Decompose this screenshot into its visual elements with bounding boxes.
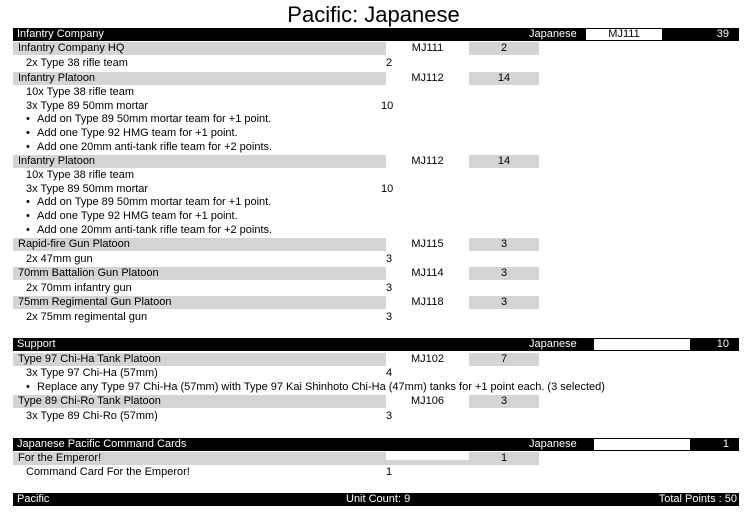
section-name: Support [17,338,56,350]
section-code: MJ111 [586,29,662,40]
unit-item: 3x Type 89 Chi-Ro (57mm) [26,410,158,422]
footer-label: Pacific [17,493,50,505]
section-name: Japanese Pacific Command Cards [17,438,187,450]
section-points: 39 [716,28,729,40]
unit-item: 10x Type 38 rifle team [26,86,135,98]
section-nation: Japanese [529,338,577,350]
option-line: • Add one Type 92 HMG team for +1 point. [37,127,238,140]
unit-row-infantry-platoon-1 [13,72,539,85]
unit-item: 3x Type 89 50mm mortar [26,100,149,112]
unit-name: Rapid-fire Gun Platoon [18,238,130,250]
unit-name: 70mm Battalion Gun Platoon [18,267,159,279]
option-line: • Add on Type 89 50mm mortar team for +1 point. [37,113,271,126]
unit-code: MJ106 [386,395,469,408]
unit-points: 3 [500,267,508,279]
unit-name: Type 89 Chi-Ro Tank Platoon [18,395,161,407]
unit-item: 3x Type 97 Chi-Ha (57mm) [26,367,158,379]
unit-name: For the Emperor! [18,452,102,464]
unit-row-for-the-emperor [13,452,539,465]
unit-row-regimental-gun [13,296,539,309]
option-line: • Add one 20mm anti-tank rifle team for +2 points. [37,224,272,237]
unit-item: Command Card For the Emperor! [26,466,190,478]
unit-code: MJ112 [386,155,469,168]
unit-points: 14 [497,155,511,167]
unit-code: MJ115 [386,238,469,251]
unit-points: 2 [500,42,508,54]
unit-name: Infantry Platoon [18,155,96,167]
section-code-blank [594,339,690,350]
option-line: • Add on Type 89 50mm mortar team for +1 point. [37,196,271,209]
section-points: 10 [716,338,729,350]
unit-qty: 10 [381,183,394,195]
unit-code [386,452,469,460]
unit-item: 2x 70mm infantry gun [26,282,132,294]
unit-item: 2x 75mm regimental gun [26,311,148,323]
option-line: • Add one 20mm anti-tank rifle team for +2 points. [37,141,272,154]
footer-bar [13,493,739,506]
unit-qty: 10 [381,100,394,112]
unit-qty: 3 [386,253,393,265]
unit-qty: 1 [386,466,393,478]
unit-points: 14 [497,72,511,84]
unit-code: MJ112 [386,72,469,85]
option-line: • Add one Type 92 HMG team for +1 point. [37,210,238,223]
unit-row-infantry-platoon-2 [13,155,539,168]
unit-code: MJ114 [386,267,469,280]
unit-name: Infantry Company HQ [18,42,125,54]
unit-code: MJ102 [386,353,469,366]
unit-points: 3 [500,395,508,407]
page-title: Pacific: Japanese [287,2,460,27]
unit-item: 3x Type 89 50mm mortar [26,183,149,195]
unit-row-chi-ha [13,353,539,366]
unit-row-rapid-fire-gun [13,238,539,251]
unit-row-chi-ro [13,395,539,408]
unit-name: Type 97 Chi-Ha Tank Platoon [18,353,161,365]
unit-code: MJ111 [386,42,469,55]
section-nation: Japanese [529,438,577,450]
unit-row-company-hq [13,42,539,55]
section-header-infantry-company [13,28,739,41]
unit-row-battalion-gun [13,267,539,280]
section-name: Infantry Company [17,28,104,40]
unit-name: Infantry Platoon [18,72,96,84]
unit-name: 75mm Regimental Gun Platoon [18,296,172,308]
section-points: 1 [722,438,729,450]
section-nation: Japanese [529,28,577,40]
unit-points: 3 [500,296,508,308]
section-code-blank [594,439,690,450]
unit-qty: 3 [386,311,393,323]
unit-qty: 2 [386,57,393,69]
unit-points: 7 [500,353,508,365]
unit-item: 2x 47mm gun [26,253,93,265]
unit-code: MJ118 [386,296,469,309]
unit-count: Unit Count: 9 [346,493,411,505]
unit-points: 1 [500,452,508,464]
unit-qty: 4 [386,367,393,379]
unit-points: 3 [500,238,508,250]
total-points: Total Points : 50 [658,493,737,505]
unit-item: 10x Type 38 rifle team [26,169,135,181]
unit-qty: 3 [386,410,393,422]
unit-qty: 3 [386,282,393,294]
section-header-command-cards [13,438,739,451]
unit-item: 2x Type 38 rifle team [26,57,128,69]
option-line: • Replace any Type 97 Chi-Ha (57mm) with Type 97 Kai Shinhoto Chi-Ha (47mm) tanks for +1 point each. (3 selected) [37,381,605,394]
section-header-support [13,338,739,351]
